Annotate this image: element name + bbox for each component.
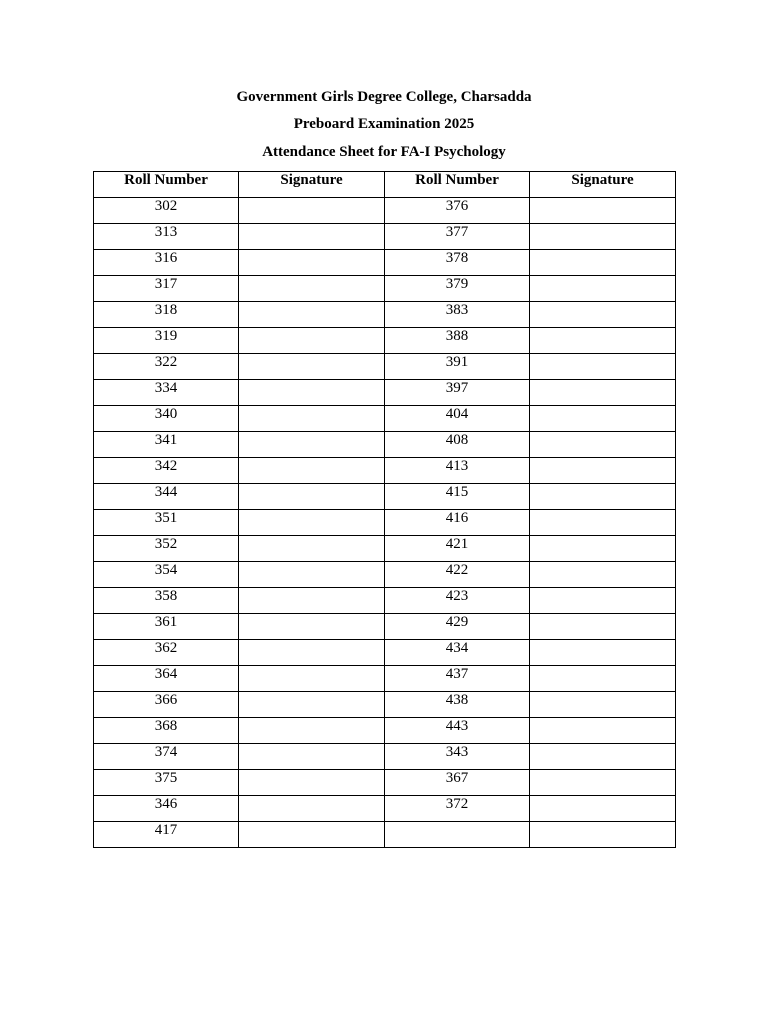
- table-row: [94, 588, 676, 614]
- exam-title: Preboard Examination 2025: [293, 116, 475, 132]
- table-row: [94, 770, 676, 796]
- roll-number-cell: 317: [94, 276, 239, 302]
- roll-number-cell: 334: [94, 380, 239, 406]
- signature-cell: [239, 588, 385, 614]
- table-row: [94, 432, 676, 458]
- signature-cell: [239, 250, 385, 276]
- roll-number-cell: 322: [94, 354, 239, 380]
- signature-cell: [239, 406, 385, 432]
- roll-number-cell: 342: [94, 458, 239, 484]
- signature-cell: [239, 744, 385, 770]
- signature-cell: [530, 250, 676, 276]
- signature-cell: [239, 822, 385, 848]
- roll-number-cell: 346: [94, 796, 239, 822]
- roll-number-cell: 341: [94, 432, 239, 458]
- roll-number-cell: 374: [94, 744, 239, 770]
- table-row: [94, 614, 676, 640]
- table-row: [94, 666, 676, 692]
- sheet-title: Attendance Sheet for FA-I Psychology: [262, 144, 506, 160]
- roll-number-cell: 413: [385, 458, 530, 484]
- signature-cell: [530, 536, 676, 562]
- roll-number-cell: 316: [94, 250, 239, 276]
- roll-number-cell: 352: [94, 536, 239, 562]
- signature-cell: [239, 796, 385, 822]
- signature-cell: [530, 432, 676, 458]
- signature-cell: [530, 484, 676, 510]
- table-row: [94, 562, 676, 588]
- table-row: [94, 458, 676, 484]
- roll-number-cell: 344: [94, 484, 239, 510]
- signature-cell: [239, 354, 385, 380]
- roll-number-cell: 397: [385, 380, 530, 406]
- roll-number-cell: 358: [94, 588, 239, 614]
- signature-cell: [530, 588, 676, 614]
- roll-number-cell: 404: [385, 406, 530, 432]
- roll-number-cell: 377: [385, 224, 530, 250]
- roll-number-cell: 422: [385, 562, 530, 588]
- column-header-signature-2: Signature: [530, 172, 676, 198]
- roll-number-cell: 408: [385, 432, 530, 458]
- signature-cell: [239, 328, 385, 354]
- signature-cell: [239, 224, 385, 250]
- signature-cell: [530, 328, 676, 354]
- roll-number-cell: 391: [385, 354, 530, 380]
- signature-cell: [530, 354, 676, 380]
- roll-number-cell: 319: [94, 328, 239, 354]
- signature-cell: [530, 666, 676, 692]
- roll-number-cell: 367: [385, 770, 530, 796]
- roll-number-cell: 423: [385, 588, 530, 614]
- roll-number-cell: 416: [385, 510, 530, 536]
- signature-cell: [530, 380, 676, 406]
- signature-cell: [530, 718, 676, 744]
- table-row: [94, 822, 676, 848]
- roll-number-cell: 379: [385, 276, 530, 302]
- roll-number-cell: 313: [94, 224, 239, 250]
- signature-cell: [239, 276, 385, 302]
- table-row: [94, 692, 676, 718]
- signature-cell: [530, 562, 676, 588]
- college-name: Government Girls Degree College, Charsadda: [236, 89, 532, 105]
- column-header-roll-number-1: Roll Number: [94, 172, 239, 198]
- roll-number-cell: 443: [385, 718, 530, 744]
- roll-number-cell: 366: [94, 692, 239, 718]
- roll-number-cell: 378: [385, 250, 530, 276]
- column-header-signature-1: Signature: [239, 172, 385, 198]
- table-row: [94, 380, 676, 406]
- table-row: [94, 796, 676, 822]
- signature-cell: [530, 770, 676, 796]
- signature-cell: [239, 718, 385, 744]
- column-header-roll-number-2: Roll Number: [385, 172, 530, 198]
- roll-number-cell: 343: [385, 744, 530, 770]
- roll-number-cell: 340: [94, 406, 239, 432]
- roll-number-cell: 361: [94, 614, 239, 640]
- roll-number-cell: 375: [94, 770, 239, 796]
- table-row: [94, 354, 676, 380]
- table-row: [94, 198, 676, 224]
- roll-number-cell: 421: [385, 536, 530, 562]
- attendance-table: [93, 171, 676, 848]
- signature-cell: [239, 302, 385, 328]
- signature-cell: [530, 406, 676, 432]
- roll-number-cell: 354: [94, 562, 239, 588]
- signature-cell: [530, 302, 676, 328]
- table-row: [94, 536, 676, 562]
- roll-number-cell: 415: [385, 484, 530, 510]
- roll-number-cell: 364: [94, 666, 239, 692]
- signature-cell: [239, 458, 385, 484]
- table-row: [94, 484, 676, 510]
- table-row: [94, 744, 676, 770]
- signature-cell: [530, 796, 676, 822]
- roll-number-cell: 429: [385, 614, 530, 640]
- roll-number-cell: [385, 822, 530, 848]
- roll-number-cell: 438: [385, 692, 530, 718]
- signature-cell: [239, 770, 385, 796]
- signature-cell: [239, 432, 385, 458]
- roll-number-cell: 318: [94, 302, 239, 328]
- table-row: [94, 250, 676, 276]
- roll-number-cell: 376: [385, 198, 530, 224]
- roll-number-cell: 372: [385, 796, 530, 822]
- signature-cell: [530, 510, 676, 536]
- roll-number-cell: 383: [385, 302, 530, 328]
- table-row: [94, 406, 676, 432]
- roll-number-cell: 437: [385, 666, 530, 692]
- signature-cell: [239, 510, 385, 536]
- signature-cell: [239, 666, 385, 692]
- signature-cell: [530, 744, 676, 770]
- signature-cell: [530, 822, 676, 848]
- roll-number-cell: 368: [94, 718, 239, 744]
- roll-number-cell: 302: [94, 198, 239, 224]
- table-row: [94, 328, 676, 354]
- table-body: [94, 198, 676, 848]
- signature-cell: [239, 536, 385, 562]
- roll-number-cell: 362: [94, 640, 239, 666]
- signature-cell: [239, 484, 385, 510]
- roll-number-cell: 388: [385, 328, 530, 354]
- signature-cell: [239, 614, 385, 640]
- roll-number-cell: 417: [94, 822, 239, 848]
- table-row: [94, 224, 676, 250]
- signature-cell: [530, 692, 676, 718]
- signature-cell: [530, 224, 676, 250]
- signature-cell: [530, 458, 676, 484]
- signature-cell: [530, 614, 676, 640]
- table-row: [94, 640, 676, 666]
- signature-cell: [530, 640, 676, 666]
- signature-cell: [530, 198, 676, 224]
- signature-cell: [530, 276, 676, 302]
- roll-number-cell: 351: [94, 510, 239, 536]
- signature-cell: [239, 380, 385, 406]
- table-row: [94, 718, 676, 744]
- table-row: [94, 276, 676, 302]
- roll-number-cell: 434: [385, 640, 530, 666]
- signature-cell: [239, 692, 385, 718]
- table-row: [94, 510, 676, 536]
- signature-cell: [239, 640, 385, 666]
- table-row: [94, 302, 676, 328]
- signature-cell: [239, 562, 385, 588]
- signature-cell: [239, 198, 385, 224]
- table-header-row: [94, 172, 676, 198]
